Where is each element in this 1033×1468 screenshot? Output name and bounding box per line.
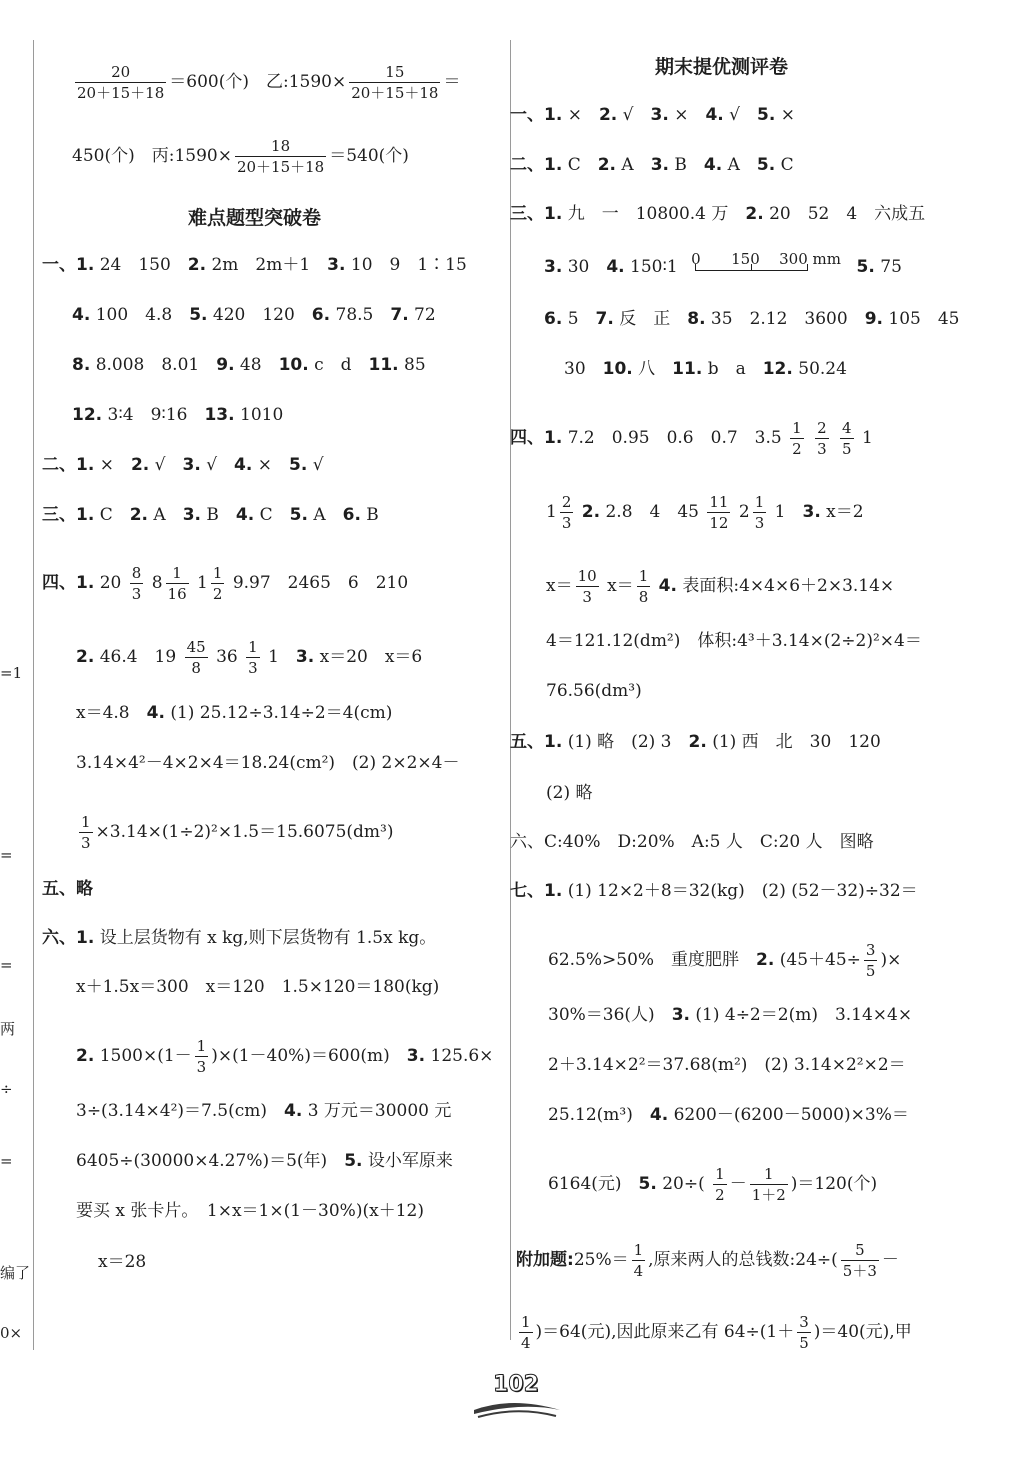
fraction: $\frac{1}{4}$	[633, 1241, 644, 1280]
left-margin-rule	[33, 40, 34, 1350]
page-number: 102	[493, 1372, 539, 1397]
answer-line: 二、1. × 2. √ 3. √ 4. × 5. √	[42, 455, 324, 475]
answer-line: 62.5%>50% 重度肥胖 2. (45＋45÷ $\frac{3}{5}$ )×	[548, 941, 902, 980]
fraction: $\frac{1}{1+2}$	[751, 1165, 786, 1204]
edge-fragment: =	[0, 956, 13, 974]
edge-fragment: =	[0, 846, 13, 864]
answer-line: 3÷(3.14×4²)＝7.5(cm) 4. 3 万元＝30000 元	[76, 1101, 452, 1121]
fraction: $\frac{10}{3}$	[577, 567, 597, 606]
edge-fragment: 编了	[0, 1264, 31, 1282]
fraction: $\frac{1}{8}$	[638, 567, 649, 606]
fraction: $\frac{11}{12}$	[709, 493, 729, 532]
fraction: $\frac{1}{2}$	[792, 419, 802, 458]
fraction: $\frac{5}{5+3}$	[842, 1241, 877, 1280]
answer-line: 6405÷(30000×4.27%)＝5(年) 5. 设小军原来	[76, 1151, 453, 1171]
answer-line: 一、1. 24 150 2. 2m 2m＋1 3. 10 9 1∶15	[42, 255, 467, 275]
fraction: $\frac{3}{5}$	[865, 941, 876, 980]
page-number-badge	[472, 1370, 562, 1420]
answer-line: 6164(元) 5. 20÷( $\frac{1}{2}$ － $\frac{1}{1+2}$ )＝120(个)	[548, 1165, 878, 1204]
column-divider	[510, 40, 511, 1340]
answer-line: x＝28	[98, 1252, 147, 1272]
answer-line: 2. 46.4 19 $\frac{45}{8}$ 36 $\frac{1}{3}$ 1 3. x＝20 x＝6	[76, 638, 423, 677]
fraction: $\frac{1}{4}$	[521, 1313, 531, 1352]
answer-line: 六、1. 设上层货物有 x kg,则下层货物有 1.5x kg。	[42, 928, 437, 948]
edge-fragment: 0×	[0, 1324, 23, 1342]
answer-line: 六、C:40% D:20% A:5 人 C:20 人 图略	[510, 832, 874, 852]
answer-line: 25.12(m³) 4. 6200－(6200－5000)×3%＝	[548, 1105, 909, 1125]
scale-bar: 0 150 300 mm	[691, 254, 843, 280]
fraction: $\frac{2}{3}$	[561, 493, 572, 532]
answer-line: $\frac{1}{3}$ ×3.14×(1÷2)²×1.5＝15.6075(dm³)	[81, 813, 394, 852]
answer-line: 8. 8.008 8.01 9. 48 10. c d 11. 85	[72, 355, 426, 375]
edge-fragment: 两	[0, 1020, 16, 1038]
edge-fragment: =1	[0, 664, 23, 682]
answer-line: 30 10. 八 11. b a 12. 50.24	[564, 359, 847, 379]
fraction: $\frac{1}{2}$	[715, 1165, 725, 1204]
fraction: $\frac{1}{2}$	[212, 564, 223, 603]
answer-line: 6. 5 7. 反 正 8. 35 2.12 3600 9. 105 45	[544, 309, 960, 329]
answer-line: 2＋3.14×2²＝37.68(m²) (2) 3.14×2²×2＝	[548, 1055, 906, 1075]
fraction: $\frac{45}{8}$	[186, 638, 206, 677]
answer-line: 3.14×4²－4×2×4＝18.24(cm²) (2) 2×2×4－	[76, 753, 460, 773]
answer-line: 四、1. 20 $\frac{8}{3}$ 8 $\frac{1}{16}$ 1 $\frac{1}{2}$ 9.97 2465 6 210	[42, 564, 409, 603]
answer-line: 4＝121.12(dm²) 体积:4³＋3.14×(2÷2)²×4＝	[546, 631, 922, 651]
fraction: $\frac{20}{20+15+18}$	[77, 63, 165, 102]
section-title: 期末提优测评卷	[655, 56, 789, 78]
fraction: $\frac{1}{3}$	[196, 1037, 207, 1076]
fraction: $\frac{2}{3}$	[817, 419, 827, 458]
section-title: 难点题型突破卷	[188, 207, 322, 229]
fraction: $\frac{1}{3}$	[81, 813, 91, 852]
answer-line: x＝4.8 4. (1) 25.12÷3.14÷2＝4(cm)	[76, 703, 393, 723]
answer-line: 附加题:25%＝ $\frac{1}{4}$ ,原来两人的总钱数:24÷( $\frac{5}{5+3}$ －	[516, 1241, 899, 1280]
answer-line: 五、略	[42, 879, 93, 899]
answer-line: 30%＝36(人) 3. (1) 4÷2＝2(m) 3.14×4×	[548, 1005, 913, 1025]
fraction: $\frac{1}{16}$	[167, 564, 187, 603]
answer-line: (2) 略	[546, 783, 593, 803]
answer-line: 76.56(dm³)	[546, 681, 642, 701]
answer-line: 三、1. C 2. A 3. B 4. C 5. A 6. B	[42, 505, 379, 525]
answer-line: 五、1. (1) 略 (2) 3 2. (1) 西 北 30 120	[510, 732, 881, 752]
edge-fragment: ÷	[0, 1080, 13, 1098]
answer-line: x＝ $\frac{10}{3}$ x＝ $\frac{1}{8}$ 4. 表面积:4×4×6＋2×3.14×	[546, 567, 895, 606]
answer-line: x＋1.5x＝300 x＝120 1.5×120＝180(kg)	[76, 977, 440, 997]
answer-line: 四、1. 7.2 0.95 0.6 0.7 3.5 $\frac{1}{2}$ $\frac{2}{3}$ $\frac{4}{5}$ 1	[510, 419, 873, 458]
answer-line: 4. 100 4.8 5. 420 120 6. 78.5 7. 72	[72, 305, 436, 325]
answer-line: 1 $\frac{2}{3}$ 2. 2.8 4 45 $\frac{11}{12}$ 2 $\frac{1}{3}$ 1 3. x＝2	[546, 493, 864, 532]
answer-line: $\frac{1}{4}$ )＝64(元),因此原来乙有 64÷(1＋ $\frac{3}{5}$ )＝40(元),甲	[521, 1313, 912, 1352]
fraction: $\frac{4}{5}$	[842, 419, 852, 458]
fraction: $\frac{3}{5}$	[799, 1313, 809, 1352]
answer-line: 450(个) 丙:1590× $\frac{18}{20+15+18}$ ＝540(个)	[72, 137, 409, 176]
answer-line: 3. 30 4. 150∶1 0 150 300 mm 5. 75	[544, 254, 902, 280]
answer-line: 12. 3∶4 9∶16 13. 1010	[72, 405, 284, 425]
answer-line: 二、1. C 2. A 3. B 4. A 5. C	[510, 155, 794, 175]
answer-line: 要买 x 张卡片。 1×x＝1×(1－30%)(x＋12)	[76, 1201, 424, 1221]
fraction: $\frac{15}{20+15+18}$	[351, 63, 439, 102]
answer-line: 七、1. (1) 12×2＋8＝32(kg) (2) (52－32)÷32＝	[510, 881, 918, 901]
edge-fragment: =	[0, 1152, 13, 1170]
fraction: $\frac{1}{3}$	[754, 493, 765, 532]
answer-line: 一、1. × 2. √ 3. × 4. √ 5. ×	[510, 105, 795, 125]
answer-line: 三、1. 九 一 10800.4 万 2. 20 52 4 六成五	[510, 204, 926, 224]
fraction: $\frac{18}{20+15+18}$	[236, 137, 325, 176]
fraction: $\frac{8}{3}$	[131, 564, 142, 603]
answer-line: 2. 1500×(1－ $\frac{1}{3}$ )×(1－40%)＝600(m) 3. 125.6×	[76, 1037, 494, 1076]
fraction: $\frac{1}{3}$	[248, 638, 258, 677]
answer-line: $\frac{20}{20+15+18}$ ＝600(个) 乙:1590× $\frac{15}{20+15+18}$ ＝	[77, 63, 461, 102]
